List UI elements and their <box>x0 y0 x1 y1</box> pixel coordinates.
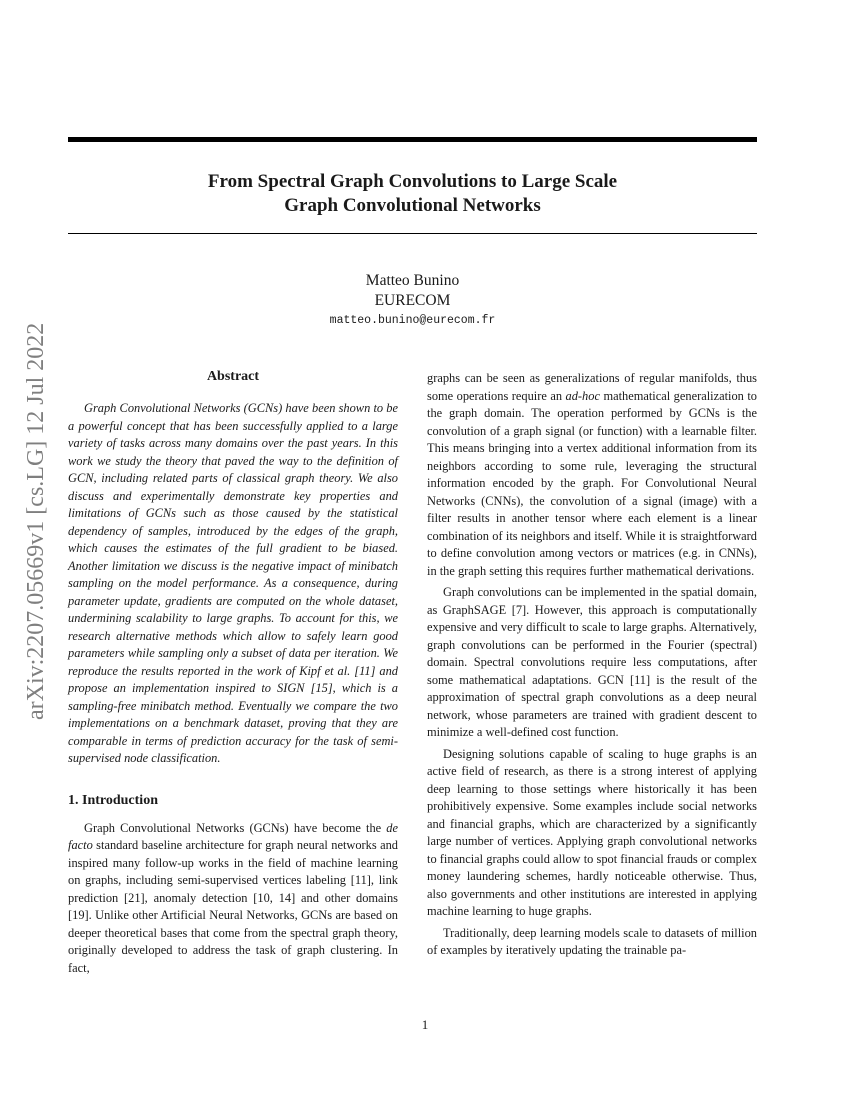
right-paragraph-3: Designing solutions capable of scaling to huge graphs is an active field of research, as there is a strong interest of applying deep learning to those settings where historically it has been prohibitively expensive. Some examples include social networks and financial graphs, which are characterized by a significantly large number of vertices. Applying graph convolutional networks to financial graphs could allow to spot financial frauds or complex money laundering schemes, hardly noticeable otherwise. Thus, also governments and other institutions are interested in applying machine learning to huge graphs. <box>427 746 757 918</box>
right-paragraph-4: Traditionally, deep learning models scale to datasets of million of examples by iteratively updating the trainable pa- <box>427 925 757 957</box>
intro-text-a: Graph Convolutional Networks (GCNs) have become the <box>84 820 387 835</box>
left-column <box>68 368 398 977</box>
intro-heading: 1. Introduction <box>68 792 158 808</box>
author-affiliation: EURECOM <box>374 292 451 309</box>
title-line-2: Graph Convolutional Networks <box>284 195 541 216</box>
author-name: Matteo Bunino <box>365 272 460 289</box>
right-column <box>427 370 757 960</box>
intro-text-em: de facto <box>68 820 398 852</box>
right-p1-b: mathematical generalization to the graph domain. The operation performed by GCNs is the convolution of a graph signal (or function) with a learnable filter. This means bringing into a vertex additional information from its neighbors according to some rule, leveraging the structural information encoded by the graph. For Convolutional Neural Networks (CNNs), the convolution of a signal (image) with a filter results in another tensor where each element is a linear combination of its neighbors and itself. While it is straightforward to define convolution among vectors or matrices (e.g. in CNNs), in the graph setting this requires further mathematical derivations. <box>427 388 757 578</box>
intro-paragraph <box>68 820 398 978</box>
title-line-1: From Spectral Graph Convolutions to Large Scale <box>207 171 618 192</box>
abstract-text: Graph Convolutional Networks (GCNs) have been shown to be a powerful concept that has been successfully applied to a large variety of tasks across many domains over the past years. In this work we study the theory that paved the way to the definition of GCN, including related parts of classical graph theory. We also discuss and experimentally demonstrate key properties and limitations of GCNs such as those caused by the statistical dependency of samples, introduced by the edges of the graph, which causes the estimates of the full gradient to be biased. Another limitation we discuss is the negative impact of minibatch sampling on the model performance. As a consequence, during parameter update, gradients are computed on the whole dataset, undermining scalability to large graphs. To account for this, we research alternative methods which allow to safely learn good parameters while sampling only a subset of data per iteration. We reproduce the results reported in the work of Kipf et al. [11] and propose an implementation inspired to SIGN [15], which is a sampling-free minibatch method. Eventually we compare the two implementations on a benchmark dataset, proving that they are comparable in terms of prediction accuracy for the task of semi-supervised node classification. <box>68 401 398 765</box>
abstract-heading: Abstract <box>206 369 260 384</box>
right-p1-a: graphs can be seen as generalizations of regular manifolds, thus some operations require an <box>427 371 757 403</box>
intro-text-b: standard baseline architecture for graph neural networks and inspired many follow-up works in the field of machine learning on graphs, including semi-supervised vertices labeling [11], link prediction [21], anomaly detection [10, 14] and other domains [19]. Unlike other Artificial Neural Networks, GCNs are based on deeper theoretical bases that come from the spectral graph theory, originally developed to address the task of graph clustering. In fact, <box>68 838 398 975</box>
right-paragraph-1 <box>427 370 757 580</box>
right-p1-em: ad-hoc <box>565 388 600 403</box>
arxiv-stamp-text: arXiv:2207.05669v1 [cs.LG] 12 Jul 2022 <box>23 322 49 720</box>
title-rule <box>68 233 757 234</box>
author-email[interactable]: matteo.bunino@eurecom.fr <box>329 314 496 327</box>
top-rule <box>68 137 757 142</box>
author-block <box>68 271 757 331</box>
paper-title <box>68 170 757 218</box>
right-paragraph-2: Graph convolutions can be implemented in the spatial domain, as GraphSAGE [7]. However, this approach is computationally expensive and very difficult to scale to large graphs. Alternatively, graph convolutions can be performed in the Fourier (spectral) domain. Spectral convolutions require less computations, after some mathematical adaptations. GCN [11] is the result of the approximation of spectral graph convolutions as a deep neural network, whose parameters are trained with gradient descent to minimize a well-defined cost function. <box>427 585 757 739</box>
page-number: 1 <box>421 1017 429 1032</box>
